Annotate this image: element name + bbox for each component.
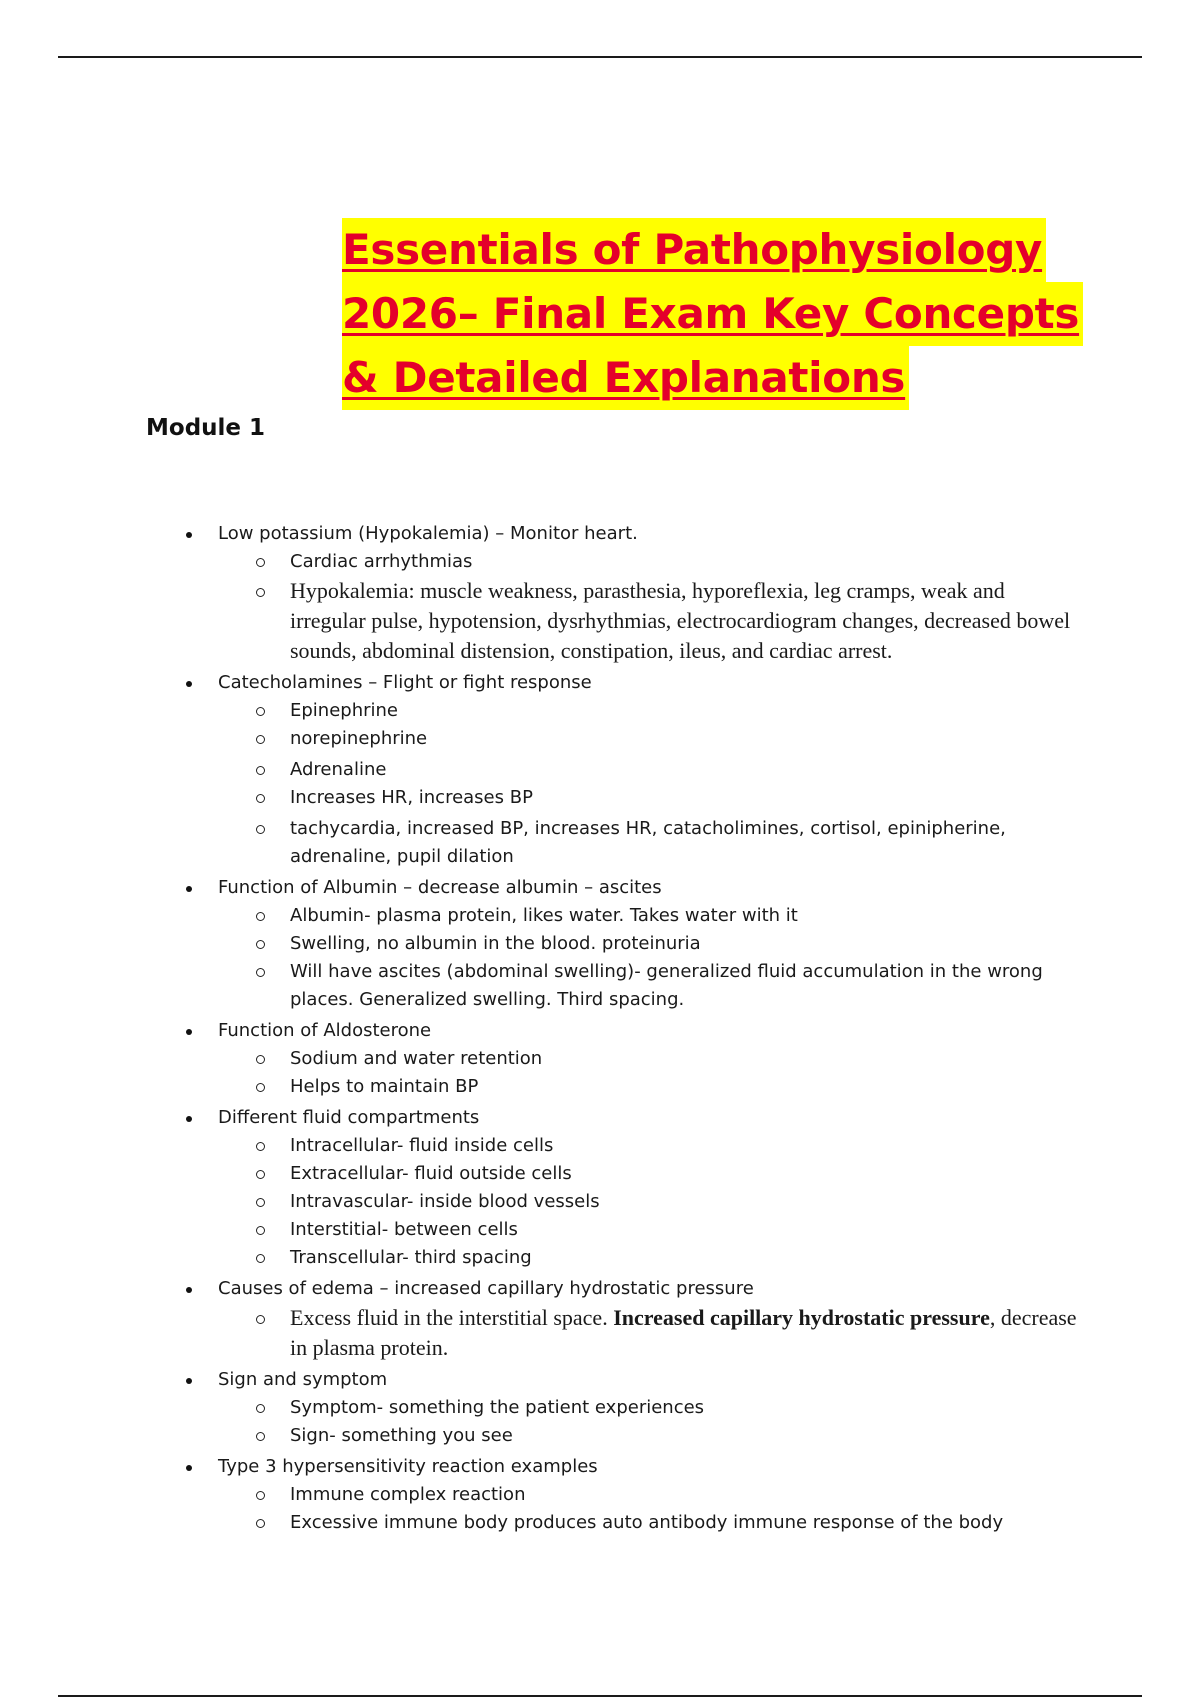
sub-item-text: Helps to maintain BP [290, 1076, 479, 1097]
list-item-text: Low potassium (Hypokalemia) – Monitor heart. [218, 523, 638, 544]
list-item-text: Type 3 hypersensitivity reaction examples [218, 1456, 598, 1477]
sub-item-text: Intracellular- fluid inside cells [290, 1135, 554, 1156]
key-concepts-list [0, 520, 1200, 1540]
circle-bullet-icon [256, 1254, 265, 1263]
bullet-icon [186, 1029, 192, 1035]
list-item [0, 1366, 1200, 1450]
circle-bullet-icon [256, 1404, 265, 1413]
edema-text-part1: Excess fluid in the interstitial space. [290, 1305, 614, 1330]
list-item-text: Sign and symptom [218, 1369, 388, 1390]
sub-item-text: Interstitial- between cells [290, 1219, 518, 1240]
circle-bullet-icon [256, 1491, 265, 1500]
bullet-icon [186, 532, 192, 538]
sub-item-text: Sodium and water retention [290, 1048, 543, 1069]
document-title [342, 218, 1080, 410]
bullet-icon [186, 681, 192, 687]
sub-item [218, 902, 1080, 930]
sub-item-text: Epinephrine [290, 700, 398, 721]
circle-bullet-icon [256, 940, 265, 949]
sub-item-text: Albumin- plasma protein, likes water. Takes water with it [290, 905, 798, 926]
module-heading: Module 1 [146, 415, 266, 441]
sub-item [218, 576, 1080, 666]
top-rule [58, 56, 1142, 58]
sub-item [218, 1509, 1080, 1537]
sub-item [218, 1160, 1080, 1188]
sub-item-text: Transcellular- third spacing [290, 1247, 532, 1268]
circle-bullet-icon [256, 1198, 265, 1207]
circle-bullet-icon [256, 707, 265, 716]
sub-item [218, 815, 1080, 871]
sub-item-text: Intravascular- inside blood vessels [290, 1191, 600, 1212]
sub-item-text: Increases HR, increases BP [290, 787, 533, 808]
sub-item-text: norepinephrine [290, 728, 428, 749]
sub-item-text: Immune complex reaction [290, 1484, 526, 1505]
list-item-text: Function of Albumin – decrease albumin – ascites [218, 877, 662, 898]
sub-item [218, 1073, 1080, 1101]
list-item [0, 1275, 1200, 1363]
sub-item-text: Sign- something you see [290, 1425, 513, 1446]
circle-bullet-icon [256, 968, 265, 977]
sub-list [218, 697, 1080, 871]
sub-item [218, 784, 1080, 812]
list-item-text: Function of Aldosterone [218, 1020, 432, 1041]
list-item [0, 520, 1200, 666]
sub-item-text: Symptom- something the patient experiences [290, 1397, 705, 1418]
sub-list [218, 902, 1080, 1014]
sub-item [218, 1481, 1080, 1509]
edema-text-part2: , decrease in plasma protein. [290, 1305, 1077, 1360]
sub-item-text [290, 1303, 1080, 1363]
circle-bullet-icon [256, 558, 265, 567]
sub-item-text: Hypokalemia: muscle weakness, parasthesia, hyporeflexia, leg cramps, weak and irregular pulse, hypotension, dysrhythmias, electrocardiogram changes, decreased bowel sounds, abdominal distension, constipation, ileus, and cardiac arrest. [290, 578, 1071, 663]
sub-item-text: Will have ascites (abdominal swelling)- generalized fluid accumulation in the wrong places. Generalized swelling. Third spacing. [290, 961, 1043, 1010]
circle-bullet-icon [256, 1170, 265, 1179]
circle-bullet-icon [256, 1432, 265, 1441]
sub-item [218, 1132, 1080, 1160]
sub-item-text: Swelling, no albumin in the blood. proteinuria [290, 933, 701, 954]
sub-item [218, 1216, 1080, 1244]
circle-bullet-icon [256, 1315, 265, 1324]
title-line-1: Essentials of Pathophysiology [342, 218, 1046, 282]
sub-item [218, 697, 1080, 725]
sub-item-text: Extracellular- fluid outside cells [290, 1163, 572, 1184]
circle-bullet-icon [256, 794, 265, 803]
sub-item [218, 1422, 1080, 1450]
sub-item [218, 1303, 1080, 1363]
sub-item [218, 756, 1080, 784]
sub-list [218, 1481, 1080, 1537]
circle-bullet-icon [256, 1226, 265, 1235]
title-line-3: & Detailed Explanations [342, 346, 909, 410]
sub-item [218, 548, 1080, 576]
sub-list [218, 1303, 1080, 1363]
circle-bullet-icon [256, 912, 265, 921]
list-item [0, 874, 1200, 1014]
sub-item-text: Cardiac arrhythmias [290, 551, 473, 572]
sub-item-text: tachycardia, increased BP, increases HR, catacholimines, cortisol, epinipherine, adrenaline, pupil dilation [290, 818, 1006, 867]
title-line-2: 2026– Final Exam Key Concepts [342, 282, 1083, 346]
list-item-text: Different fluid compartments [218, 1107, 480, 1128]
sub-item [218, 958, 1080, 1014]
sub-item [218, 725, 1080, 753]
circle-bullet-icon [256, 825, 265, 834]
sub-item-text: Adrenaline [290, 759, 387, 780]
sub-item [218, 1394, 1080, 1422]
sub-list [218, 1394, 1080, 1450]
bottom-rule [58, 1695, 1142, 1697]
list-item-text: Catecholamines – Flight or fight response [218, 672, 592, 693]
sub-item [218, 1188, 1080, 1216]
list-item [0, 1104, 1200, 1272]
circle-bullet-icon [256, 1142, 265, 1151]
sub-list [218, 548, 1080, 666]
sub-list [218, 1132, 1080, 1272]
bullet-icon [186, 1465, 192, 1471]
circle-bullet-icon [256, 1519, 265, 1528]
list-item [0, 1017, 1200, 1101]
sub-item [218, 1045, 1080, 1073]
sub-item-text: Excessive immune body produces auto antibody immune response of the body [290, 1512, 1004, 1533]
list-item [0, 669, 1200, 871]
circle-bullet-icon [256, 1083, 265, 1092]
list-item [0, 1453, 1200, 1537]
edema-text-bold: Increased capillary hydrostatic pressure [613, 1305, 990, 1330]
bullet-icon [186, 886, 192, 892]
sub-list [218, 1045, 1080, 1101]
bullet-icon [186, 1287, 192, 1293]
sub-item [218, 1244, 1080, 1272]
circle-bullet-icon [256, 735, 265, 744]
circle-bullet-icon [256, 1055, 265, 1064]
circle-bullet-icon [256, 588, 265, 597]
bullet-icon [186, 1378, 192, 1384]
sub-item [218, 930, 1080, 958]
circle-bullet-icon [256, 766, 265, 775]
bullet-icon [186, 1116, 192, 1122]
list-item-text: Causes of edema – increased capillary hydrostatic pressure [218, 1278, 754, 1299]
